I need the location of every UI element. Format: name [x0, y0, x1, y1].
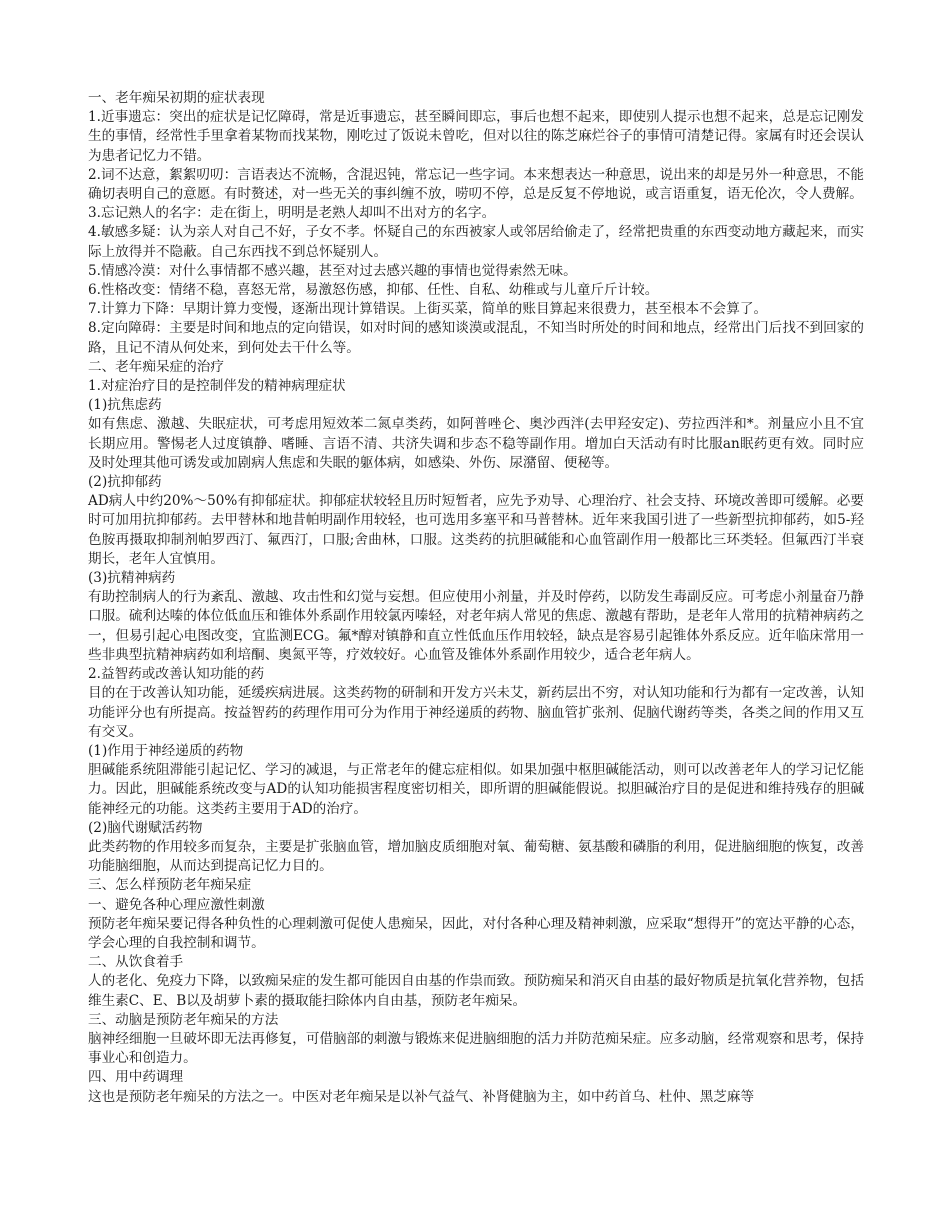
paragraph: 有助控制病人的行为紊乱、激越、攻击性和幻觉与妄想。但应使用小剂量，并及时停药，以防发生毒副反应。可考虑小剂量奋乃静口服。硫利达嗪的体位低血压和锥体外系副作用较氯丙嗪轻，对老年病人常见的焦虑、激越有帮助，是老年人常用的抗精神病药之一，但易引起心电图改变，宜监测ECG。氟*醇对镇静和直立性低血压作用较轻，缺点是容易引起锥体外系反应。近年临床常用一些非典型抗精神病药如利培酮、奥氮平等，疗效较好。心血管及锥体外系副作用较少，适合老年病人。	[88, 589, 864, 663]
paragraph: 4.敏感多疑：认为亲人对自己不好，子女不孝。怀疑自己的东西被家人或邻居给偷走了，经常把贵重的东西变动地方藏起来，而实际上放得并不隐蔽。自己东西找不到总怀疑别人。	[88, 224, 864, 260]
section-heading: 三、怎么样预防老年痴呆症	[88, 877, 252, 894]
subheading: (1)抗焦虑药	[88, 397, 162, 414]
document-body	[88, 89, 864, 1107]
subheading: 三、动脑是预防老年痴呆的方法	[88, 1011, 279, 1028]
paragraph: 此类药物的作用较多而复杂，主要是扩张脑血管，增加脑皮质细胞对氧、葡萄糖、氨基酸和磷脂的利用，促进脑细胞的恢复，改善功能脑细胞，从而达到提高记忆力目的。	[88, 838, 864, 875]
subheading: (1)作用于神经递质的药物	[88, 742, 244, 759]
paragraph: AD病人中约20%～50%有抑郁症状。抑郁症状较轻且历时短暂者，应先予劝导、心理治疗、社会支持、环境改善即可缓解。必要时可加用抗抑郁药。去甲替林和地昔帕明副作用较轻，也可选用多塞平和马普替林。近年来我国引进了一些新型抗抑郁药，如5-羟色胺再摄取抑制剂帕罗西汀、氟西汀，口服;舍曲林，口服。这类药的抗胆碱能和心血管副作用一般都比三环类轻。但氟西汀半衰期长，老年人宜慎用。	[88, 493, 864, 567]
subheading: (3)抗精神病药	[88, 570, 176, 587]
paragraph: 这也是预防老年痴呆的方法之一。中医对老年痴呆是以补气益气、补肾健脑为主，如中药首乌、杜仲、黑芝麻等	[88, 1088, 755, 1105]
paragraph: 预防老年痴呆要记得各种负性的心理刺激可促使人患痴呆，因此，对付各种心理及精神刺激，应采取“想得开”的宽达平静的心态，学会心理的自我控制和调节。	[88, 915, 864, 951]
section-heading: 一、老年痴呆初期的症状表现	[88, 90, 265, 106]
subheading: 二、从饮食着手	[88, 954, 184, 971]
subheading: (2)抗抑郁药	[88, 474, 162, 491]
subheading: 2.益智药或改善认知功能的药	[88, 666, 265, 683]
paragraph: 脑神经细胞一旦破坏即无法再修复，可借脑部的刺激与锻炼来促进脑细胞的活力并防范痴呆症。应多动脑，经常观察和思考，保持事业心和创造力。	[88, 1030, 864, 1067]
section-heading: 二、老年痴呆症的治疗	[88, 358, 224, 375]
subheading: 四、用中药调理	[88, 1069, 184, 1086]
paragraph: 8.定向障碍：主要是时间和地点的定向错误，如对时间的感知谈漠或混乱，不知当时所处的时间和地点，经常出门后找不到回家的路，且记不清从何处来，到何处去干什么等。	[88, 320, 864, 356]
subheading: 1.对症治疗目的是控制伴发的精神病理症状	[88, 378, 346, 395]
paragraph: 人的老化、免疫力下降，以致痴呆症的发生都可能因自由基的作祟而致。预防痴呆和消灭自由基的最好物质是抗氧化营养物，包括维生素C、E、B以及胡萝卜素的摄取能扫除体内自由基，预防老年痴呆。	[88, 973, 864, 1009]
paragraph: 6.性格改变：情绪不稳，喜怒无常，易激怒伤感，抑郁、任性、自私、幼稚或与儿童斤斤计较。	[88, 282, 659, 299]
paragraph: 如有焦虑、激越、失眠症状，可考虑用短效苯二氮卓类药，如阿普唑仑、奥沙西泮(去甲羟安定)、劳拉西泮和*。剂量应小且不宜长期应用。警惕老人过度镇静、嗜睡、言语不清、共济失调和步态不稳等副作用。增加白天活动有时比服an眠药更有效。同时应及时处理其他可诱发或加剧病人焦虑和失眠的躯体病，如感染、外伤、尿潴留、便秘等。	[88, 416, 864, 471]
paragraph: 7.计算力下降：早期计算力变慢，逐渐出现计算错误。上街买菜，简单的账目算起来很费力，甚至根本不会算了。	[88, 301, 768, 318]
paragraph: 目的在于改善认知功能，延缓疾病进展。这类药物的研制和开发方兴未艾，新药层出不穷，对认知功能和行为都有一定改善，认知功能评分也有所提高。按益智药的药理作用可分为作用于神经递质的药物、脑血管扩张剂、促脑代谢药等类，各类之间的作用又互有交叉。	[88, 685, 864, 740]
subheading: 一、避免各种心理应激性刺激	[88, 896, 265, 913]
paragraph: 1.近事遗忘：突出的症状是记忆障碍，常是近事遗忘，甚至瞬间即忘，事后也想不起来，即使别人提示也想不起来，总是忘记刚发生的事情，经常性手里拿着某物而找某物，刚吃过了饭说未曾吃，但对以往的陈芝麻烂谷子的事情可清楚记得。家属有时还会误认为患者记忆力不错。	[88, 109, 864, 164]
subheading: (2)脑代谢赋活药物	[88, 819, 203, 836]
paragraph: 3.忘记熟人的名字：走在街上，明明是老熟人却叫不出对方的名字。	[88, 205, 496, 222]
paragraph: 胆碱能系统阻滞能引起记忆、学习的减退，与正常老年的健忘症相似。如果加强中枢胆碱能活动，则可以改善老年人的学习记忆能力。因此，胆碱能系统改变与AD的认知功能损害程度密切相关，即所谓的胆碱能假说。拟胆碱治疗目的是促进和维持残存的胆碱能神经元的功能。这类药主要用于AD的治疗。	[88, 762, 864, 817]
paragraph: 2.词不达意，絮絮叨叨：言语表达不流畅，含混迟钝，常忘记一些字词。本来想表达一种意思，说出来的却是另外一种意思，不能确切表明自己的意愿。有时赘述，对一些无关的事纠缠不放，唠叨不停，总是反复不停地说，或言语重复，语无伦次，令人费解。	[88, 166, 864, 203]
paragraph: 5.情感冷漠：对什么事情都不感兴趣，甚至对过去感兴趣的事情也觉得索然无味。	[88, 262, 577, 279]
